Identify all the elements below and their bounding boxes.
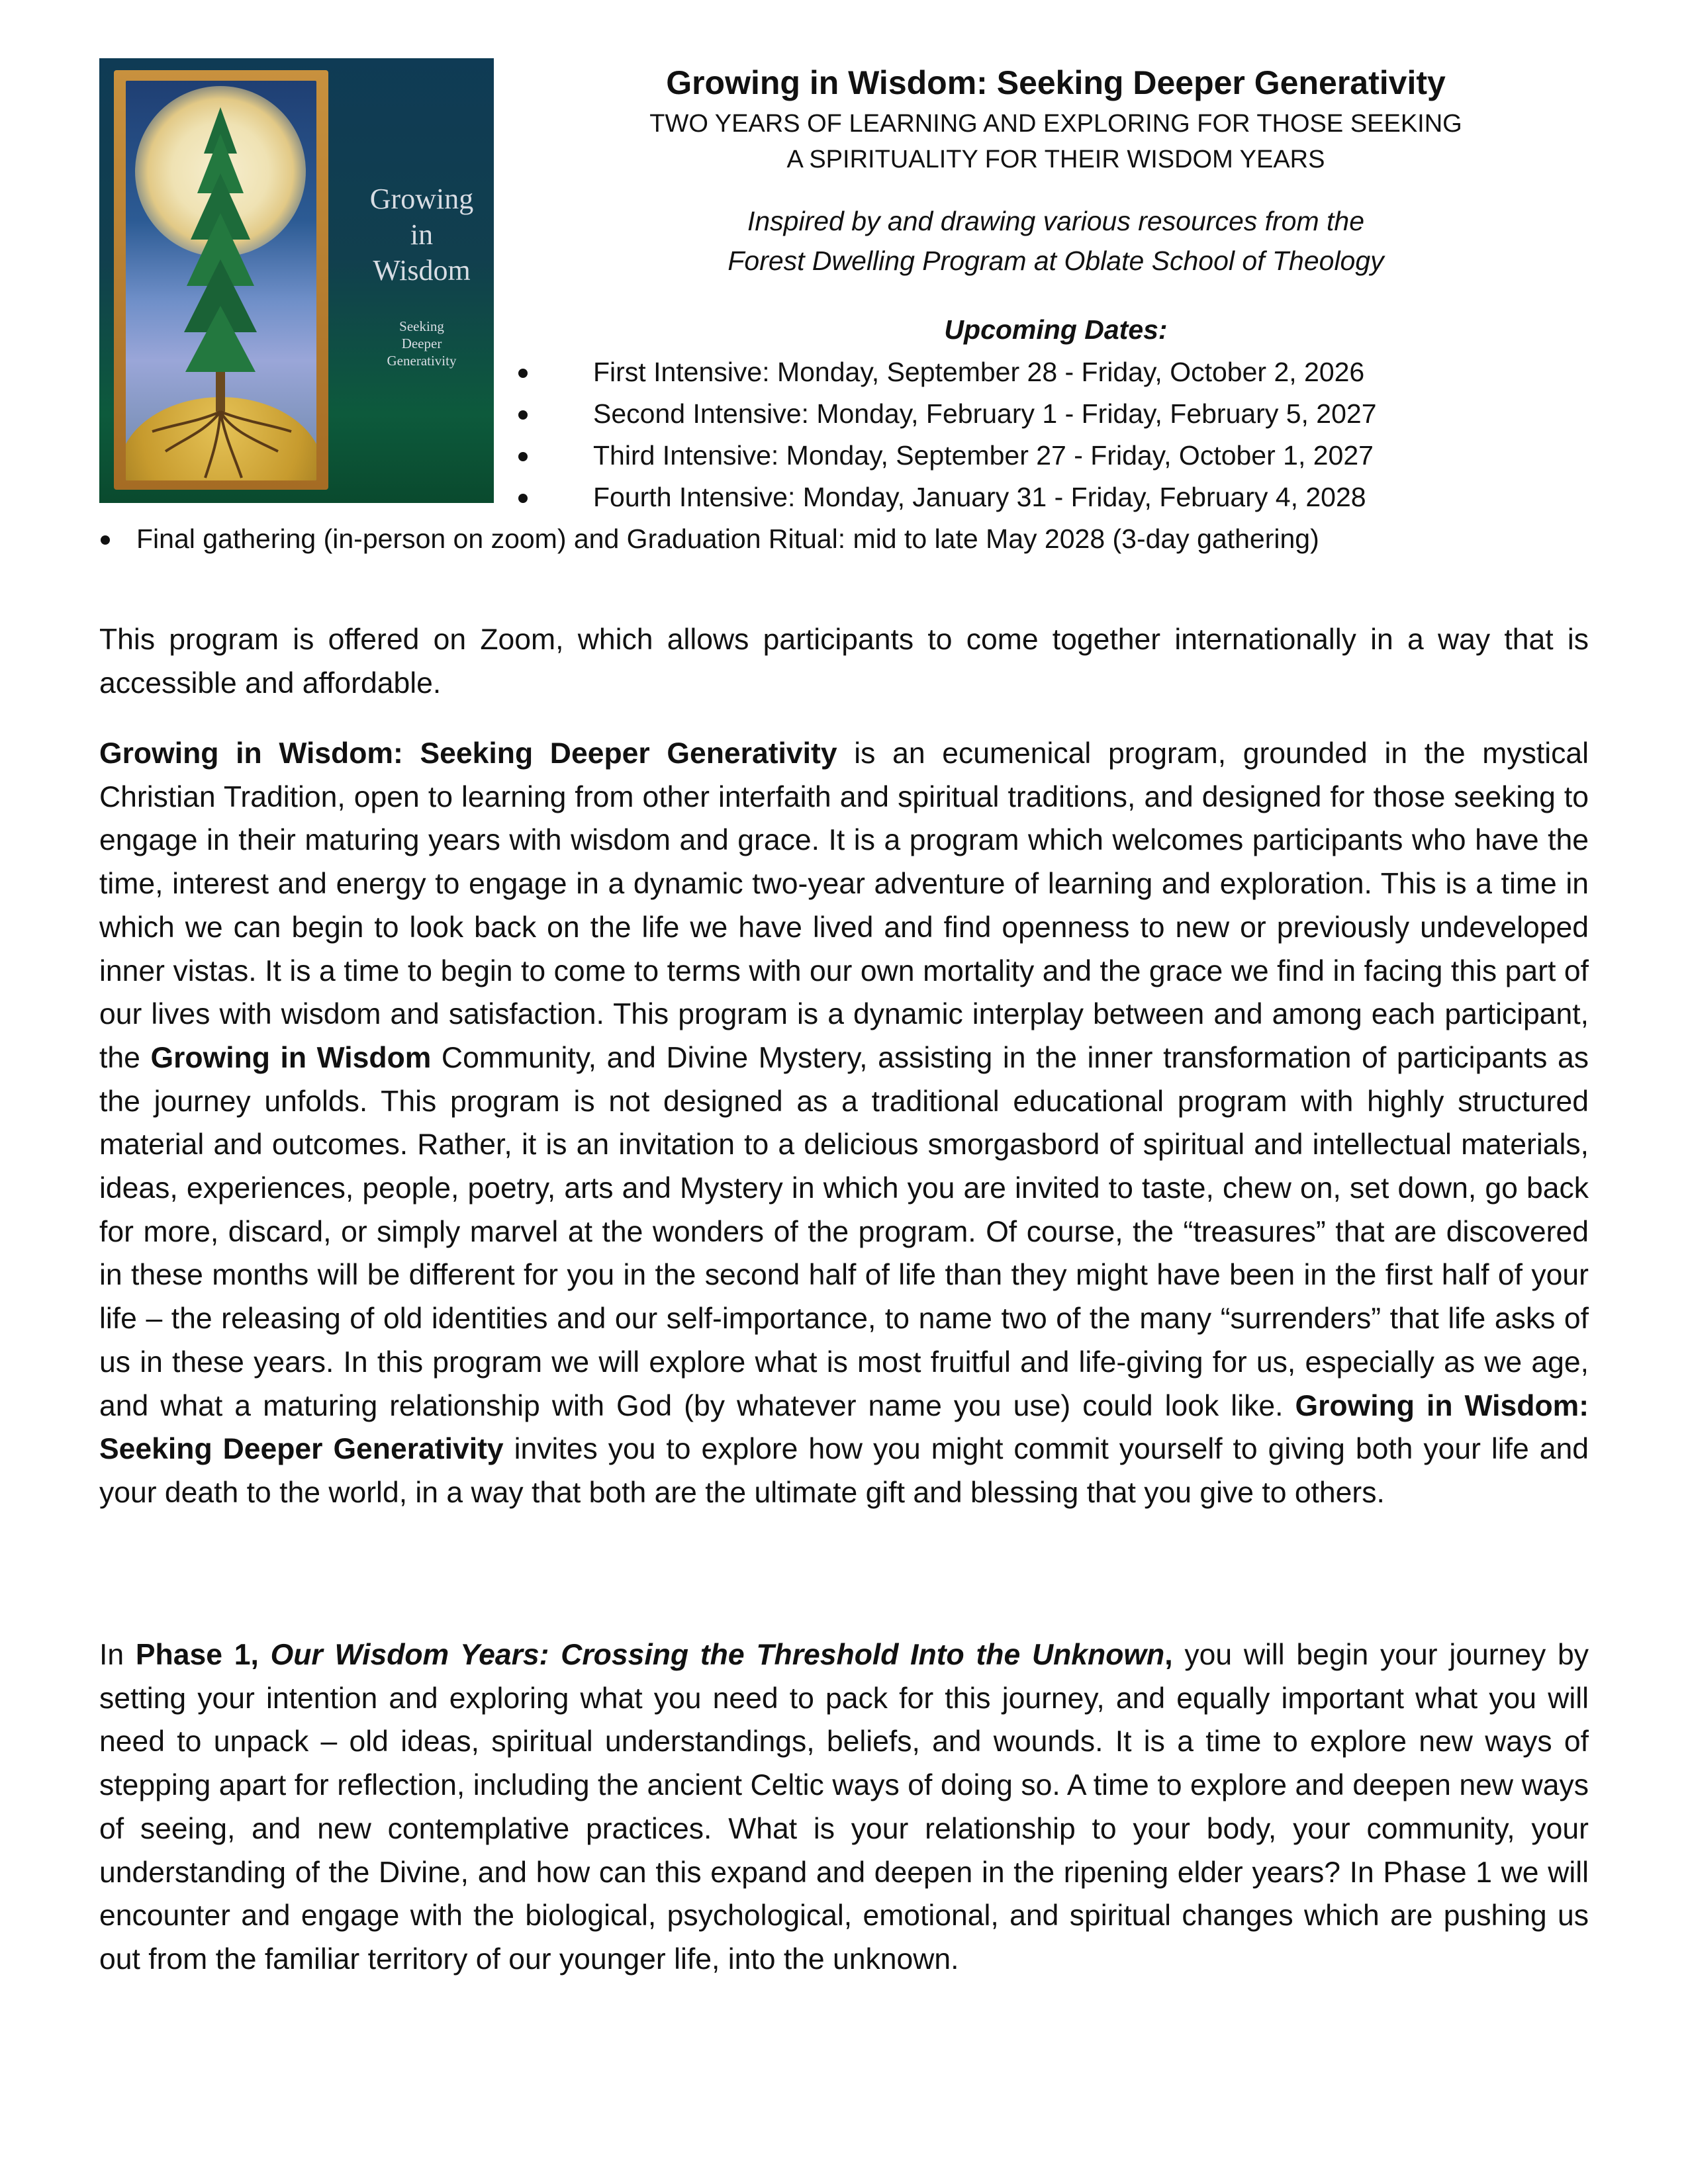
phase-1-paragraph <box>99 1633 1589 1981</box>
paragraph-text: invites you to explore how you might commit yourself to giving both your life and your death to the world, in a way that both are the ultimate gift and blessing that you give to others. <box>99 1433 1589 1509</box>
phase-comma: , <box>1164 1639 1173 1671</box>
date-item: Second Intensive: Monday, February 1 - Friday, February 5, 2027 <box>593 398 1377 429</box>
cover-title-line: Growing <box>369 183 474 215</box>
bullet-icon <box>518 369 528 378</box>
paragraph-text: Community, and Divine Mystery, assisting in the inner transformation of participants as the journey unfolds. This program is not designed as a traditional educational program with highly structured material and outcomes. Rather, it is an invitation to a delicious smorgasbord of spiritual and intellectual materials, ideas, experiences, people, poetry, arts and Mystery in which you are invited to taste, chew on, set down, go back for more, discard, or simply marvel at the wonders of the program. Of course, the “treasures” that are discovered in these months will be different for you in the second half of life than they might have been in the first half of your life – the releasing of old identities and our self-importance, to name two of the many “surrenders” that life asks of us in these years. In this program we will explore what is most fruitful and life-giving for us, especially as we age, and what a maturing relationship with God (by whatever name you use) could look like. <box>99 1041 1589 1422</box>
cover-title-line: in <box>410 218 434 251</box>
cover-title-line: Wisdom <box>373 254 471 287</box>
bullet-icon <box>518 410 528 420</box>
date-item: Final gathering (in-person on zoom) and Graduation Ritual: mid to late May 2028 (3-day gathering) <box>136 523 1319 554</box>
tree-icon <box>126 81 316 480</box>
upcoming-dates-heading: Upcoming Dates: <box>944 314 1168 345</box>
cover-subtitle-line: Deeper <box>401 336 442 351</box>
bullet-icon <box>101 535 110 545</box>
bullet-icon <box>518 452 528 461</box>
cover-subtitle <box>359 318 485 369</box>
cover-artwork <box>126 81 316 480</box>
book-cover-image <box>99 58 494 503</box>
zoom-paragraph: This program is offered on Zoom, which allows participants to come together internationally in a way that is accessible and affordable. <box>99 623 1589 700</box>
program-description-paragraph <box>99 732 1589 1515</box>
cover-subtitle-line: Generativity <box>387 353 457 369</box>
phase-title-text: Our Wisdom Years: Crossing the Threshold Into the Unknown <box>270 1639 1165 1671</box>
paragraph-text: In <box>99 1639 136 1671</box>
paragraph-text: you will begin your journey by setting your intention and exploring what you need to pack for this journey, and equally important what you will need to unpack – old ideas, spiritual understandings, beliefs, and wounds. It is a time to explore new ways of stepping apart for reflection, including the ancient Celtic ways of doing so. A time to explore and deepen new ways of seeing, and new contemplative practices. What is your relationship to your body, your community, your understanding of the Divine, and how can this expand and deepen in the ripening elder years? In Phase 1 we will encounter and engage with the biological, psychological, emotional, and spiritual changes which are pushing us out from the familiar territory of our younger life, into the unknown. <box>99 1639 1589 1976</box>
date-item: First Intensive: Monday, September 28 - Friday, October 2, 2026 <box>593 357 1365 387</box>
phase-title <box>271 1639 1165 1671</box>
date-item: Third Intensive: Monday, September 27 - Friday, October 1, 2027 <box>593 440 1374 471</box>
subtitle-caps-line: A SPIRITUALITY FOR THEIR WISDOM YEARS <box>786 146 1325 173</box>
paragraph-text: is an ecumenical program, grounded in the mystical Christian Tradition, open to learning from other interfaith and spiritual traditions, and designed for those seeking to engage in their maturing years with wisdom and grace. It is a program which welcomes participants who have the time, interest and energy to engage in a dynamic two-year adventure of learning and exploration. This is a time in which we can begin to look back on the life we have lived and find openness to new or previously undeveloped inner vistas. It is a time to begin to come to terms with our own mortality and the grace we find in facing this part of our lives with wisdom and satisfaction. This program is a dynamic interplay between and among each participant, the <box>99 737 1589 1074</box>
inspired-by-line: Forest Dwelling Program at Oblate School of Theology <box>727 246 1384 276</box>
document-title: Growing in Wisdom: Seeking Deeper Generativity <box>666 64 1446 101</box>
cover-title <box>359 181 485 289</box>
program-name: Growing in Wisdom <box>150 1041 432 1074</box>
program-name: Growing in Wisdom: Seeking Deeper Generativity <box>99 737 837 770</box>
subtitle-caps-line: TWO YEARS OF LEARNING AND EXPLORING FOR THOSE SEEKING <box>649 110 1462 138</box>
bullet-icon <box>518 494 528 503</box>
program-name: Growing in Wisdom: Seeking Deeper Generativity <box>99 1389 1589 1466</box>
inspired-by-line: Inspired by and drawing various resources from the <box>747 206 1365 236</box>
cover-subtitle-line: Seeking <box>399 318 444 334</box>
phase-label: Phase 1, <box>135 1639 271 1671</box>
date-item: Fourth Intensive: Monday, January 31 - Friday, February 4, 2028 <box>593 482 1366 512</box>
